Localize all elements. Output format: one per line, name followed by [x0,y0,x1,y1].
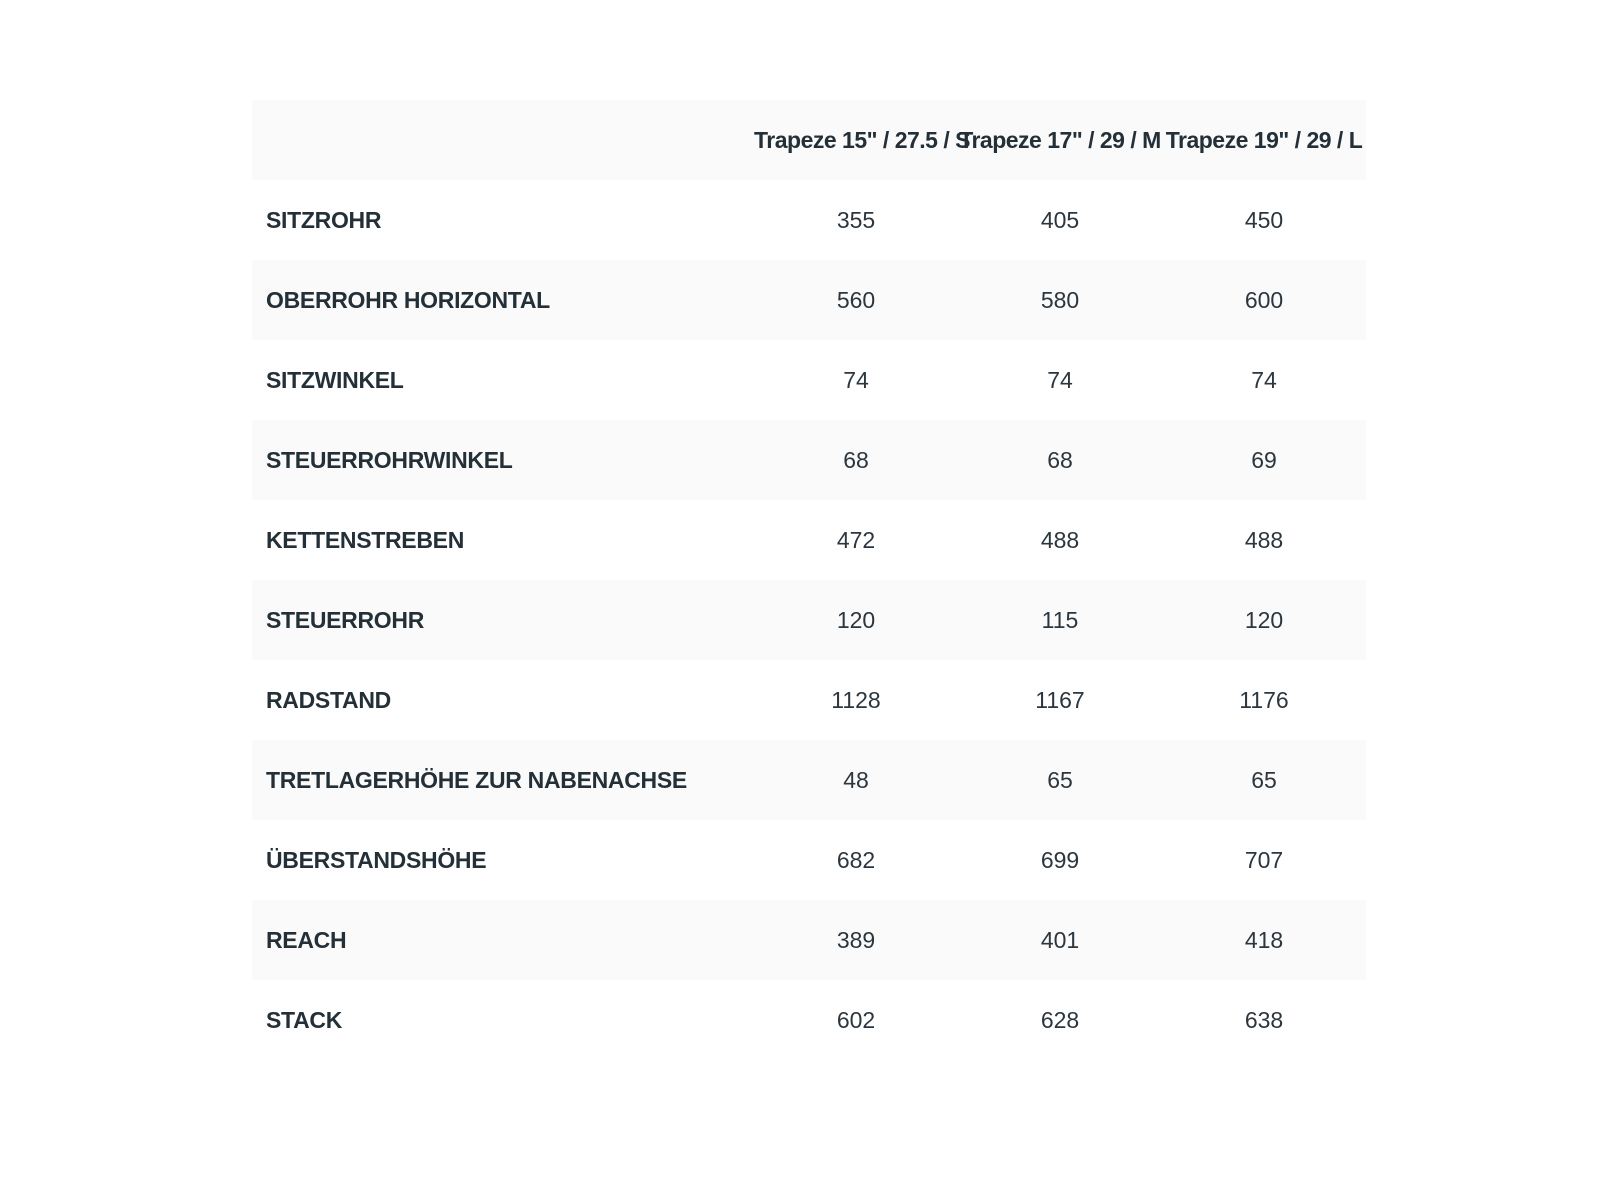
cell-size-s: 602 [836,1006,876,1033]
cell-size-m: 401 [1040,926,1080,953]
row-label: OBERROHR HORIZONTAL [266,286,550,313]
row-label: STEUERROHRWINKEL [266,446,513,473]
row-label: STACK [266,1006,343,1033]
table-row [252,180,1366,260]
cell-size-s: 560 [836,286,876,313]
cell-size-m: 699 [1040,846,1080,873]
cell-size-l: 120 [1244,606,1284,633]
table-row [252,260,1366,340]
cell-size-l: 600 [1244,286,1284,313]
row-label: RADSTAND [266,686,391,713]
cell-size-l: 74 [1251,366,1277,393]
cell-size-l: 488 [1244,526,1284,553]
cell-size-s: 355 [836,206,876,233]
cell-size-s: 74 [843,366,869,393]
row-label: KETTENSTREBEN [266,526,465,553]
cell-size-m: 68 [1047,446,1073,473]
cell-size-l: 69 [1251,446,1277,473]
header-size-l: Trapeze 19" / 29 / L [1165,126,1363,153]
cell-size-s: 682 [836,846,876,873]
cell-size-l: 707 [1244,846,1284,873]
cell-size-m: 488 [1040,526,1080,553]
table-row [252,340,1366,420]
cell-size-m: 580 [1040,286,1080,313]
cell-size-m: 74 [1047,366,1073,393]
cell-size-l: 65 [1251,766,1277,793]
row-label: REACH [266,926,347,953]
table-row [252,740,1366,820]
table-row [252,420,1366,500]
cell-size-s: 48 [843,766,869,793]
cell-size-m: 405 [1040,206,1080,233]
header-size-s: Trapeze 15" / 27.5 / S [754,126,970,153]
row-label: SITZROHR [266,206,382,233]
cell-size-m: 1167 [1035,686,1085,713]
table-header-row [252,100,1366,180]
cell-size-s: 389 [836,926,876,953]
table-row [252,980,1366,1060]
cell-size-s: 120 [836,606,876,633]
table-row [252,660,1366,740]
geometry-table [252,100,1366,1060]
cell-size-m: 65 [1047,766,1073,793]
cell-size-l: 450 [1244,206,1284,233]
cell-size-l: 1176 [1239,686,1289,713]
row-label: SITZWINKEL [266,366,404,393]
table-row [252,580,1366,660]
cell-size-l: 638 [1244,1006,1284,1033]
cell-size-s: 1128 [831,686,881,713]
header-label-column [252,100,754,180]
cell-size-m: 628 [1040,1006,1080,1033]
row-label: TRETLAGERHÖHE ZUR NABENACHSE [266,766,687,793]
table-row [252,820,1366,900]
cell-size-s: 472 [836,526,876,553]
row-label: ÜBERSTANDSHÖHE [266,846,487,873]
header-size-m: Trapeze 17" / 29 / M [959,126,1161,153]
cell-size-l: 418 [1244,926,1284,953]
cell-size-m: 115 [1041,606,1079,633]
table-row [252,500,1366,580]
table-row [252,900,1366,980]
cell-size-s: 68 [843,446,869,473]
row-label: STEUERROHR [266,606,425,633]
